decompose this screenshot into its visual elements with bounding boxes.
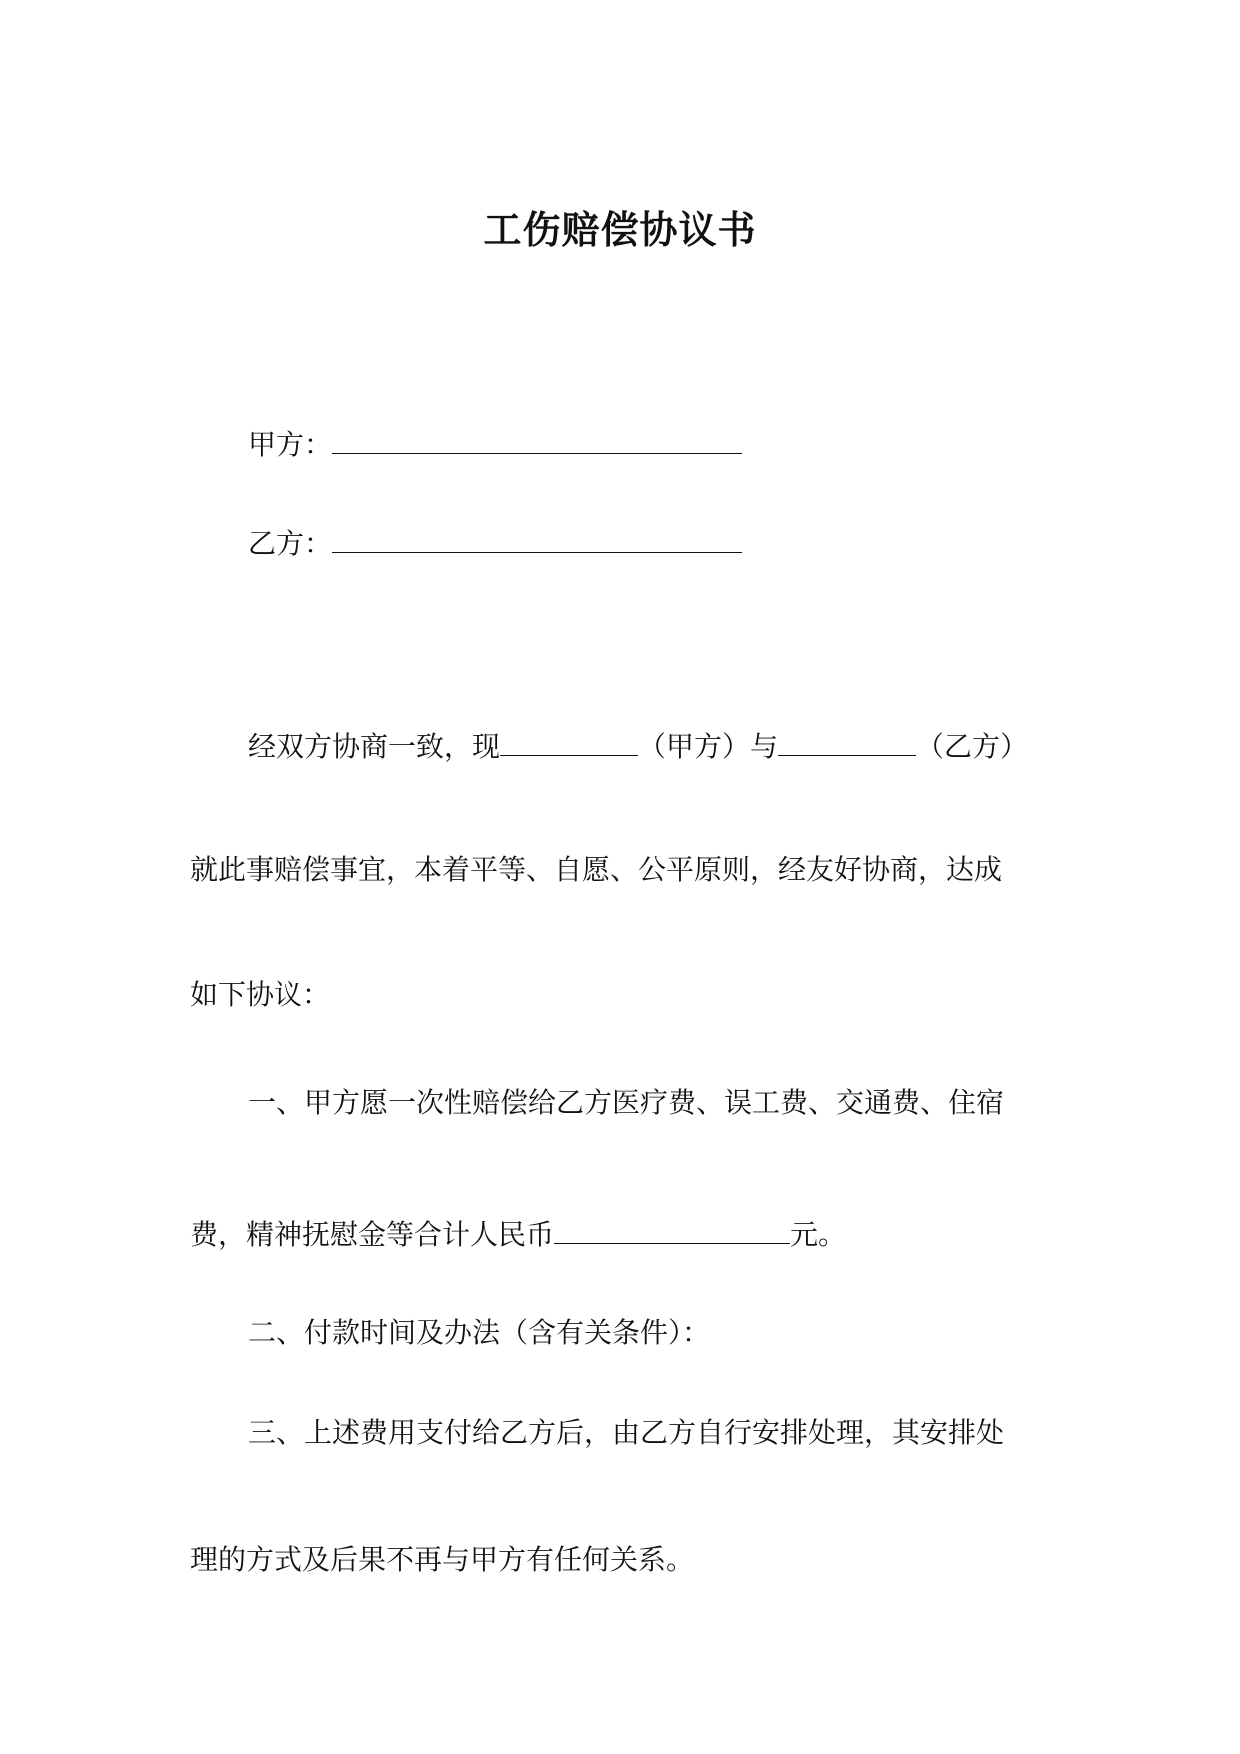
party-b-row bbox=[248, 522, 1128, 564]
clause-1-prefix: 费，精神抚慰金等合计人民币 bbox=[190, 1218, 555, 1251]
party-b-blank[interactable] bbox=[332, 522, 742, 553]
clause-1-line-2 bbox=[190, 1213, 1070, 1255]
clause-1-line-1: 一、甲方愿一次性赔偿给乙方医疗费、误工费、交通费、住宿 bbox=[248, 1086, 1005, 1119]
clause-2: 二、付款时间及办法（含有关条件）： bbox=[248, 1316, 711, 1349]
intro-line-3: 如下协议： bbox=[190, 978, 331, 1011]
intro-party-b-blank[interactable] bbox=[778, 725, 916, 756]
clause-1-suffix: 元。 bbox=[790, 1218, 847, 1251]
party-a-label: 甲方： bbox=[248, 428, 333, 461]
intro-line-1 bbox=[248, 725, 1128, 767]
amount-blank[interactable] bbox=[554, 1213, 790, 1244]
clause-3-line-2: 理的方式及后果不再与甲方有任何关系。 bbox=[190, 1543, 695, 1576]
party-a-row bbox=[248, 423, 1128, 465]
party-a-blank[interactable] bbox=[332, 423, 742, 454]
intro-line-2: 就此事赔偿事宜，本着平等、自愿、公平原则，经友好协商，达成 bbox=[190, 853, 1003, 886]
intro-party-a-blank[interactable] bbox=[500, 725, 638, 756]
intro-mid: （甲方）与 bbox=[638, 730, 779, 763]
intro-suffix: （乙方） bbox=[916, 730, 1029, 763]
clause-3-line-1: 三、上述费用支付给乙方后，由乙方自行安排处理，其安排处 bbox=[248, 1416, 1005, 1449]
party-b-label: 乙方： bbox=[248, 527, 333, 560]
intro-prefix: 经双方协商一致，现 bbox=[248, 730, 501, 763]
document-title: 工伤赔偿协议书 bbox=[483, 207, 757, 252]
